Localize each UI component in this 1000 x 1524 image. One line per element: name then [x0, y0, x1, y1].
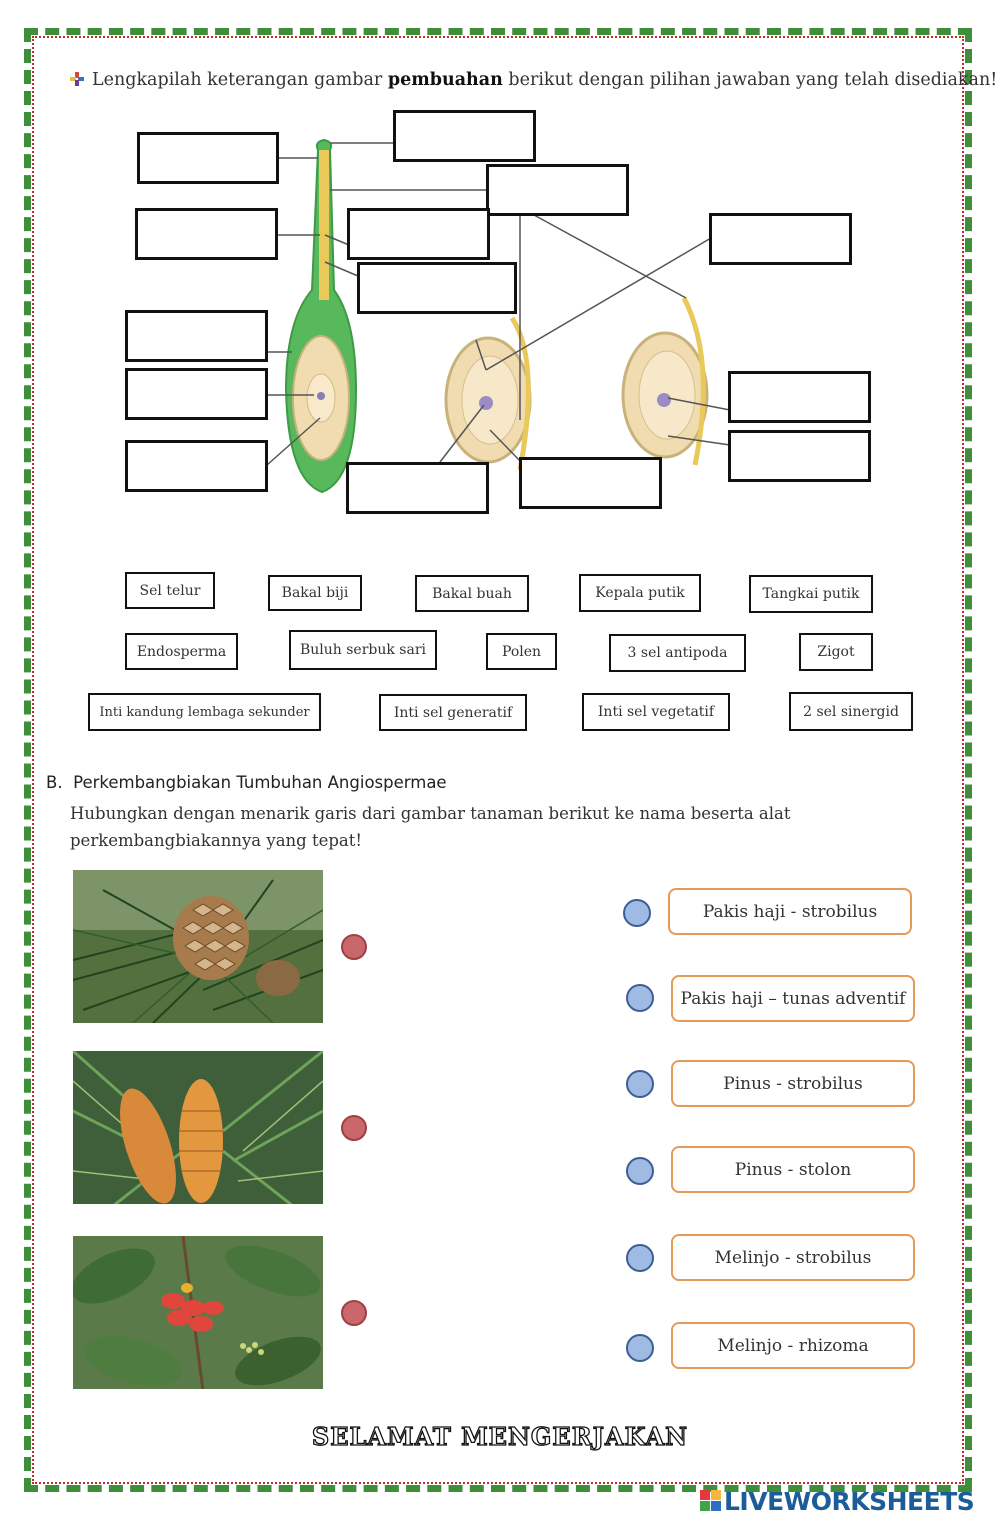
option-chip[interactable]: Polen — [486, 633, 557, 670]
blank-bakal-buah[interactable] — [125, 310, 268, 362]
section-b-description: Hubungkan dengan menarik garis dari gambar tanaman berikut ke nama beserta alat perkembangbiakannya yang tepat! — [70, 804, 791, 850]
blank-sel-telur[interactable] — [125, 440, 268, 492]
answer-option[interactable]: Melinjo - strobilus — [671, 1234, 915, 1281]
instruction-line — [70, 70, 997, 90]
style-canal — [319, 150, 329, 300]
answer-option[interactable]: Pakis haji – tunas adventif — [671, 975, 915, 1022]
cycad-cone-photo — [73, 1051, 323, 1204]
blank-3-sel-antipoda[interactable] — [125, 368, 268, 420]
instruction-bold-word: pembuahan — [387, 70, 503, 90]
answer-option[interactable]: Pinus - strobilus — [671, 1060, 915, 1107]
blank-bakal-biji[interactable] — [709, 213, 852, 265]
liveworksheets-logo — [700, 1487, 974, 1516]
blank-tangkai-putik[interactable] — [135, 208, 278, 260]
option-chip[interactable]: 3 sel antipoda — [609, 634, 746, 672]
melinjo-fruit-photo — [73, 1236, 323, 1389]
match-dot-right[interactable] — [626, 1070, 654, 1098]
match-dot-right[interactable] — [626, 984, 654, 1012]
option-chip[interactable]: Kepala putik — [579, 574, 701, 612]
match-dot-right[interactable] — [623, 899, 651, 927]
blank-endosperma[interactable] — [728, 430, 871, 482]
diamond-bullet-icon — [70, 72, 84, 86]
liveworksheets-logo-icon — [700, 1490, 722, 1512]
option-chip[interactable]: Bakal biji — [268, 575, 362, 611]
match-dot-right[interactable] — [626, 1334, 654, 1362]
section-title: Perkembangbiakan Tumbuhan Angiospermae — [73, 773, 447, 792]
option-chip[interactable]: Buluh serbuk sari — [289, 630, 437, 670]
blank-inti-kandung-lembaga[interactable] — [519, 457, 662, 509]
option-chip[interactable]: Endosperma — [125, 633, 238, 670]
option-chip[interactable]: Tangkai putik — [749, 575, 873, 613]
brand-name: LIVEWORKSHEETS — [724, 1487, 975, 1516]
match-dot-left[interactable] — [341, 1300, 367, 1326]
option-chip[interactable]: Bakal buah — [415, 575, 529, 612]
option-chip[interactable]: Sel telur — [125, 572, 215, 609]
section-label: B. — [46, 773, 63, 792]
blank-inti-sel-vegetatif[interactable] — [357, 262, 517, 314]
match-dot-left[interactable] — [341, 934, 367, 960]
blank-kepala-putik[interactable] — [137, 132, 279, 184]
section-b-heading — [46, 773, 447, 792]
instruction-text-start: Lengkapilah keterangan gambar — [92, 70, 388, 90]
closing-message: SELAMAT MENGERJAKAN — [311, 1422, 689, 1451]
option-chip[interactable]: Zigot — [799, 633, 873, 671]
instruction-text-end: berikut dengan pilihan jawaban yang telah disediakan! — [502, 70, 998, 90]
blank-zigot[interactable] — [728, 371, 871, 423]
answer-option[interactable]: Melinjo - rhizoma — [671, 1322, 915, 1369]
match-dot-right[interactable] — [626, 1244, 654, 1272]
pine-cone-photo — [73, 870, 323, 1023]
blank-polen[interactable] — [393, 110, 536, 162]
option-chip[interactable]: 2 sel sinergid — [789, 692, 913, 731]
blank-2-sel-sinergid[interactable] — [346, 462, 489, 514]
match-dot-right[interactable] — [626, 1157, 654, 1185]
blank-inti-sel-generatif[interactable] — [347, 208, 490, 260]
option-chip[interactable]: Inti sel generatif — [379, 694, 527, 731]
option-chip[interactable]: Inti sel vegetatif — [582, 693, 730, 731]
answer-option[interactable]: Pinus - stolon — [671, 1146, 915, 1193]
option-chip[interactable]: Inti kandung lembaga sekunder — [88, 693, 321, 731]
answer-option[interactable]: Pakis haji - strobilus — [668, 888, 912, 935]
match-dot-left[interactable] — [341, 1115, 367, 1141]
blank-buluh-serbuk-sari[interactable] — [486, 164, 629, 216]
